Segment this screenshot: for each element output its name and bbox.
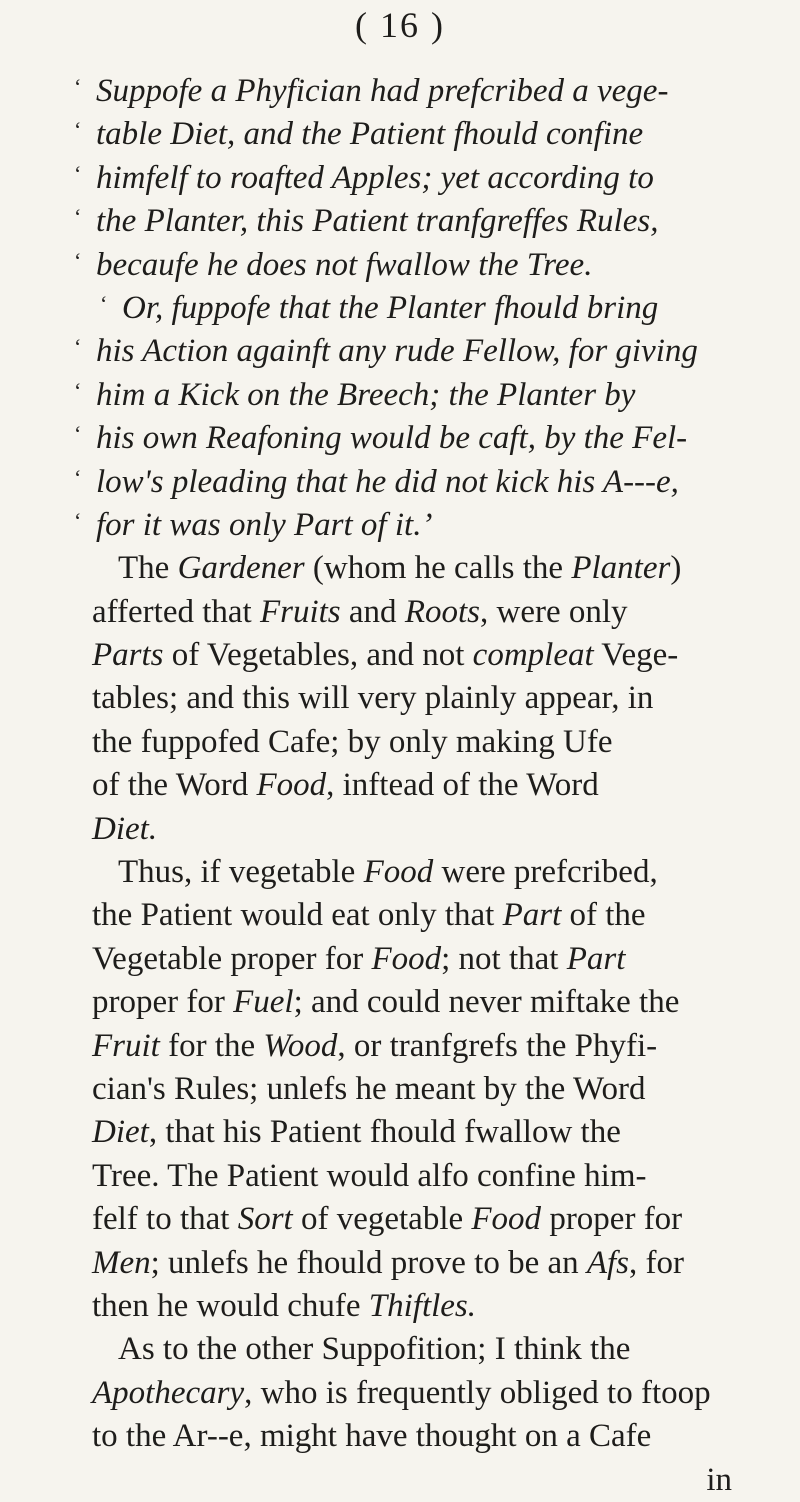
text-line bbox=[74, 461, 752, 504]
text-segment: ; and could never miftake the bbox=[293, 984, 680, 1021]
text-segment: of vegetable bbox=[292, 1201, 472, 1238]
text-segment: As to the other Suppofition; I think the bbox=[118, 1331, 631, 1368]
text-line bbox=[92, 721, 752, 764]
quote-mark: ‘ bbox=[74, 74, 82, 99]
italic-text: himfelf to roafted Apples; yet according to bbox=[96, 159, 654, 196]
quote-mark: ‘ bbox=[74, 507, 82, 533]
text-segment: afferted that bbox=[92, 593, 260, 630]
text-line bbox=[92, 808, 752, 851]
italic-text: Suppofe a Phyfician had prefcribed a vege- bbox=[96, 73, 669, 109]
italic-text: for it was only Part of it.’ bbox=[96, 506, 433, 543]
text-line bbox=[74, 244, 752, 287]
italic-text: Fruit bbox=[92, 1027, 160, 1064]
text-segment: Vege- bbox=[593, 637, 679, 674]
text-segment: , that his Patient fhould fwallow the bbox=[148, 1114, 621, 1151]
text-line bbox=[74, 330, 752, 373]
italic-text: Planter bbox=[571, 550, 671, 587]
italic-text: low's pleading that he did not kick his A---e, bbox=[96, 463, 679, 500]
text-line bbox=[74, 374, 752, 417]
quote-mark: ‘ bbox=[74, 334, 82, 360]
text-line bbox=[92, 764, 752, 807]
text-segment: ; unlefs he fhould prove to be an bbox=[150, 1244, 587, 1281]
italic-text: Food bbox=[363, 854, 434, 891]
text-line bbox=[92, 1242, 752, 1285]
italic-text: Or, fuppofe that the Planter fhould bring bbox=[122, 289, 659, 326]
text-segment: to the Ar--e, might have thought on a Cafe bbox=[92, 1418, 652, 1455]
text-line bbox=[92, 1372, 752, 1415]
quote-mark: ‘ bbox=[100, 290, 108, 316]
text-line bbox=[92, 1111, 752, 1154]
italic-text: Food bbox=[471, 1201, 542, 1238]
italic-text: the Planter, this Patient tranfgreffes Rules, bbox=[96, 203, 659, 240]
quote-mark: ‘ bbox=[74, 160, 82, 186]
italic-text: becaufe he does not fwallow the Tree. bbox=[96, 246, 593, 283]
italic-text: compleat bbox=[472, 637, 594, 674]
quote-mark: ‘ bbox=[74, 247, 82, 273]
text-segment: of the bbox=[561, 897, 646, 934]
text-segment: Thus, if vegetable bbox=[118, 854, 364, 891]
italic-text: Fruits bbox=[259, 593, 341, 630]
text-segment: (whom he calls the bbox=[304, 550, 572, 587]
text-segment: tables; and this will very plainly appear, in bbox=[92, 680, 654, 717]
italic-text: Roots bbox=[404, 593, 480, 630]
text-line bbox=[92, 1415, 752, 1458]
text-line bbox=[92, 938, 752, 981]
text-segment: felf to that bbox=[92, 1201, 238, 1238]
text-segment: proper for bbox=[92, 984, 234, 1021]
text-line bbox=[74, 70, 752, 113]
italic-text: Gardener bbox=[177, 550, 305, 587]
text-line bbox=[92, 591, 752, 634]
quote-mark: ‘ bbox=[74, 421, 82, 447]
text-segment: ) bbox=[670, 550, 682, 587]
text-segment: proper for bbox=[541, 1201, 683, 1238]
text-line bbox=[92, 1285, 752, 1328]
text-segment: and bbox=[340, 593, 405, 630]
italic-text: Food bbox=[256, 767, 327, 804]
text-segment: , for bbox=[629, 1244, 685, 1281]
italic-text: Apothecary bbox=[92, 1374, 245, 1411]
italic-text: Fuel bbox=[233, 984, 294, 1021]
text-segment: of Vegetables, and not bbox=[163, 637, 473, 674]
text-segment: then he would chufe bbox=[92, 1287, 369, 1324]
text-line bbox=[92, 677, 752, 720]
text-segment: Tree. The Patient would alfo confine him- bbox=[92, 1157, 647, 1194]
text-segment: were prefcribed, bbox=[433, 854, 658, 891]
text-segment: in bbox=[706, 1461, 732, 1498]
italic-text: table Diet, and the Patient fhould confine bbox=[96, 116, 644, 153]
text-segment: of the Word bbox=[92, 767, 257, 804]
text-line bbox=[74, 417, 752, 460]
text-line bbox=[92, 1155, 752, 1198]
italic-text: his own Reafoning would be caft, by the Fel- bbox=[96, 420, 688, 457]
text-segment: cian's Rules; unlefs he meant by the Word bbox=[92, 1070, 646, 1107]
text-line bbox=[92, 1198, 752, 1241]
text-line bbox=[92, 287, 752, 330]
quote-mark: ‘ bbox=[74, 204, 82, 230]
italic-text: Diet bbox=[92, 1114, 149, 1151]
text-segment: the Patient would eat only that bbox=[92, 897, 503, 934]
text-segment: the fuppofed Cafe; by only making Ufe bbox=[92, 723, 613, 760]
italic-text: Diet. bbox=[92, 810, 158, 847]
text-segment: , inftead of the Word bbox=[326, 767, 599, 804]
text-segment: Vegetable proper for bbox=[92, 940, 372, 977]
page-number: ( 16 ) bbox=[355, 5, 445, 45]
text-line bbox=[92, 1025, 752, 1068]
italic-text: Afs bbox=[586, 1244, 630, 1281]
text-segment: for the bbox=[159, 1027, 264, 1064]
text-line bbox=[92, 1068, 752, 1111]
text-line bbox=[92, 1328, 752, 1371]
quote-mark: ‘ bbox=[74, 464, 82, 490]
italic-text: Part bbox=[502, 897, 562, 934]
italic-text: Sort bbox=[237, 1201, 293, 1238]
quote-mark: ‘ bbox=[74, 377, 82, 403]
italic-text: him a Kick on the Breech; the Planter by bbox=[96, 376, 636, 413]
text-line bbox=[92, 1459, 752, 1502]
text-line bbox=[74, 157, 752, 200]
italic-text: Men bbox=[92, 1244, 151, 1281]
text-line bbox=[74, 504, 752, 547]
text-segment: The bbox=[118, 550, 178, 587]
italic-text: Part bbox=[566, 940, 626, 977]
text-line bbox=[92, 634, 752, 677]
text-line bbox=[74, 200, 752, 243]
italic-text: Food bbox=[371, 940, 442, 977]
italic-text: Thiftles. bbox=[368, 1287, 477, 1324]
text-segment: , or tranfgrefs the Phyfi- bbox=[337, 1027, 658, 1064]
text-line bbox=[92, 547, 752, 590]
text-segment: , who is frequently obliged to ftoop bbox=[244, 1374, 711, 1411]
text-line bbox=[92, 851, 752, 894]
text-line bbox=[74, 113, 752, 156]
text-line bbox=[92, 894, 752, 937]
quote-mark: ‘ bbox=[74, 117, 82, 143]
text-line bbox=[92, 981, 752, 1024]
body-text bbox=[74, 70, 752, 1502]
text-segment: , were only bbox=[479, 593, 628, 630]
italic-text: his Action againft any rude Fellow, for giving bbox=[96, 333, 698, 370]
text-segment: ; not that bbox=[441, 940, 567, 977]
italic-text: Parts bbox=[92, 637, 164, 674]
italic-text: Wood bbox=[263, 1027, 338, 1064]
